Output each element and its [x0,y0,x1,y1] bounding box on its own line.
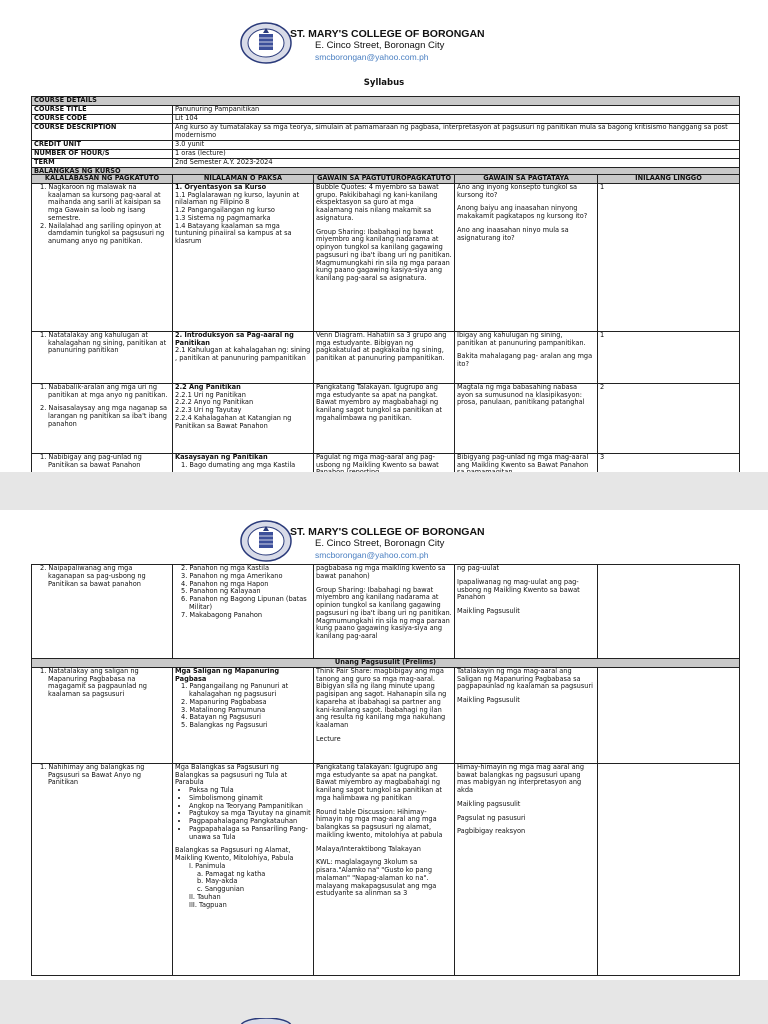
table-row: 2. Naipapaliwanag ang mga kaganapan sa pag-usbong ng Panitikan sa bawat panahon 2. Panahon ng mga Kastila 3. Panahon ng mga Amerikano 4. Panahon ng mga Hapon 5. Panahon ng Kalayaan 6. Panahon ng Bagong Lipunan (batas Militar) 7. Makabagong Panahon pagbabasa ng mga maikling kwento sa bawat panahon) Group Sharing: Ibabahagi ng bawat miyembro ang kanilang nadarama at opinion tungkol sa kanilang gagawing pagsusuri ng iba't ibang uri ng panitikan. Magmumungkahi rin sila ng mga paraan kung paano gagawing kasiya-siya ang kanilang pag-aaral ng pag-uulat Ipapaliwanag ng mag-uulat ang pag-usbong ng Maikling Kwento sa bawat Panahon Maikling Pagsusulit [32,565,740,659]
page-gap [0,980,768,1024]
school-seal-icon [240,1018,292,1024]
school-name: ST. MARY'S COLLEGE OF BORONGAN [290,526,485,538]
table-row: CREDIT UNIT 3.0 yunit [32,140,740,149]
col-header: INILAANG LINGGO [598,175,740,184]
table-row: 1. Natatalakay ang saligan ng Mapanuring Pagbabasa na magagamit sa pagpaunlad ng kaalaman sa pagsusuri Mga Saligan ng Mapanuring Pagbasa 1. Pangangailang ng Panunuri at kahalagahan ng pagsusuri 2. Mapanuring Pagbabasa 3. Matalinong Pamumuna 4. Batayan ng Pagsusuri 5. Balangkas ng Pagsusuri Think Pair Share: magbibigay ang mga tanong ang guro sa mga mag-aaral. Bibigyan sila ng ilang minute upang pagisipan ang sagot. Hahanapin sila ng kapareha at ibabahagi sa partner ang kani-kanilang sagot. Ibabahagi ng ilan ang resulta ng kanilang mga nakuhang kaalaman Lecture Tatalakayin ng mga mag-aaral ang Saligan ng Mapanuring Pagbabasa sa pagpapaunlad ng kaalaman sa pagsusuri Maikling Pagsusulit [32,667,740,763]
school-address: E. Cinco Street, Boronagn City [315,40,445,51]
school-seal-icon [240,22,292,64]
table-row: 1. Natatalakay ang kahulugan at kahalagahan ng sining, panitikan at panunuring panitikan 2. Introduksyon sa Pag-aaral ng Panitikan 2.1 Kahulugan at kahalagahan ng: sining , panitikan at panunuring pampanitikan Venn Diagram. Hahatiin sa 3 grupo ang mga estudyante. Bibigyan ng pagkakatulad at pagkakaiba ng sining, panitikan at panunuring pampanitikan. Ibigay ang kahulugan ng sining, panitikan at panunuring pampanitikan. Bakita mahalagang pag- aralan ang mga ito? 1 [32,331,740,383]
balangkas-header: BALANGKAS NG KURSO [32,167,740,176]
table-row: 1. Nagkaroon ng malawak na kaalaman sa kursong pag-aaral at maihanda ang sarili at kaisipan sa mga Gawain sa loob ng isang semestre. 2. Nailalahad ang sariling opinyon at damdamin tungkol sa pagsusuri ng anumang anyo ng panitikan. 1. Oryentasyon sa Kurso 1.1 Paglalarawan ng kurso, layunin at nilalaman ng Filipino 8 1.2 Pangangailangan ng kurso 1.3 Sistema ng pagmamarka 1.4 Batayang kaalaman sa mga tuntuning pinaiiral sa kampus at sa klasrum Bubble Quotes: 4 myembro sa bawat grupo. Pakikibahagi ng kani-kanilang ekspektasyon sa guro at mga kaalamang nais nilang makamit sa asignatura. Group Sharing: Ibabahagi ng bawat miyembro ang kanilang nadarama at opinyon tungkol sa kanilang gagawing pagsusuri ng iba't ibang uri ng panitikan. Magmumungkahi rin sila ng mga paraan kung paano gagawing kasiya-siya ang kanilang pag-aaral sa asignatura. Ano ang inyong konsepto tungkol sa kursong ito? Anong baiyu ang inaasahan ninyong makakamit pagkatapos ng kursong ito? Ano ang inaasahan ninyo mula sa asignaturang ito? 1 [32,183,740,331]
table-row: 1. Nabibigay ang pag-unlad ng Panitikan sa bawat Panahon Kasaysayan ng Panitikan 1. Bago dumating ang mga Kastila Pagulat ng mga mag-aaral ang pag-usbong ng Maikling Kwento sa bawat Bibigyang pag-unlad ng mga mag-aaral ang Maikling Kwento sa Bawat Panahon 3 [32,453,740,477]
prelim-label: Unang Pagsusulit (Prelims) [32,659,740,668]
doc-title: Syllabus [363,78,405,88]
school-email[interactable]: smcborongan@yahoo.com.ph [315,550,429,560]
table-row: TERM 2nd Semester A.Y. 2023-2024 [32,158,740,167]
col-header: GAWAIN SA PAGTUTUROPAGKATUTO [314,175,455,184]
criteria-list: • Paksa ng Tula • Simbolismong ginamit • Angkop na Teoryang Pampanitikan • Pagtukoy sa mga Tayutay na ginamit • Pagpapahalagang Pangkatauhan • Pagpapahalaga sa Pansariling Pang-unawa sa Tula [175,787,311,841]
table-row: NUMBER OF HOUR/S 1 oras (lecture) [32,149,740,158]
page-1 [0,0,768,472]
school-email[interactable]: smcborongan@yahoo.com.ph [315,52,429,62]
table-row: COURSE CODE Lit 104 [32,115,740,124]
syllabus-table [31,174,740,478]
col-header: GAWAIN SA PAGTATAYA [455,175,598,184]
school-name: ST. MARY'S COLLEGE OF BORONGAN [290,28,485,40]
col-header: KALALABASAN NG PAGKATUTO [32,175,173,184]
page-header [240,20,570,72]
school-seal-icon [240,520,292,562]
prelim-row [32,659,740,668]
table-row: COURSE TITLE Panunuring Pampanitikan [32,106,740,115]
table-row: COURSE DESCRIPTION Ang kurso ay tumatalakay sa mga teorya, simulain at pamamaraan ng pagbasa, interpretasyon at pagsusuri ng panitikan mula sa bagong kritisismo hanggang sa post modernismo [32,124,740,141]
col-header: NILALAMAN O PAKSA [173,175,314,184]
course-details-header: COURSE DETAILS [32,97,740,106]
page-header [240,518,570,570]
table-header-row [32,175,740,184]
page-gap [0,472,768,510]
course-details-table [31,96,740,177]
school-address: E. Cinco Street, Boronagn City [315,538,445,549]
table-row: 1. Nababalik-aralan ang mga uri ng panitikan at mga anyo ng panitikan. 2. Naisasalaysay ang mga naganap sa larangan ng panitikan sa iba't ibang panahon 2.2 Ang Panitikan 2.2.1 Uri ng Panitikan 2.2.2 Anyo ng Panitikan 2.2.3 Uri ng Tayutay 2.2.4 Kahalagahan at Katangian ng Panitikan sa Bawat Panahon Pangkatang Talakayan. Igugrupo ang mga estudyante sa apat na pangkat. Bawat myembro ay magbabahagi ng kanilang sagot tungkol sa panitikan at mgahalimbawa ng panitikan. Magtala ng mga babasahing nabasa ayon sa sumusunod na klasipikasyon: prosa, panulaan, panitikang patanghal 2 [32,383,740,453]
table-row: 1. Nahihimay ang balangkas ng Pagsusuri sa Bawat Anyo ng Panitikan Mga Balangkas sa Pagsusuri ng Balangkas sa pagsusuri ng Tula at Parabula • Paksa ng Tula • Simbolismong ginamit • Angkop na Teoryang Pampanitikan • Pagtukoy sa mga Tayutay na ginamit • Pagpapahalagang Pangkatauhan • Pagpapahalaga sa Pansariling Pang-unawa sa Tula Balangkas sa Pagsusuri ng Alamat, Maikling Kwento, Mitolohiya, Pabula I. Panimula a. Pamagat ng katha b. May-akda c. Sanggunian II. Tauhan III. Tagpuan Pangkatang talakayan: Igugrupo ang mga estudyante sa apat na pangkat. Bawat miyembro ay magbabahagi ng kanilang sagot tungkol sa panitikan at mga halimbawa ng panitikan Round table Discussion: Hihimay-himayin ng mga mag-aaral ang mga balangkas sa pagsusuri ng alamat, maikling kwento, mitolohiya at pabula Malaya/Interaktibong Talakayan KWL: maglalagayng 3kolum sa pisara."Alamko na" "Gusto ko pang malaman" "Napag-alaman ko na". malayang makapagsusulat ang mga estudyante sa alinman sa 3 Himay-himayin ng mga mag aaral ang bawat balangkas ng pagsusuri upang mas mabigyan ng interpretasyon ang akda Maikling pagsusulit Pagsulat ng pasusuri Pagbibigay reaksyon [32,763,740,975]
syllabus-table-continued [31,564,740,976]
